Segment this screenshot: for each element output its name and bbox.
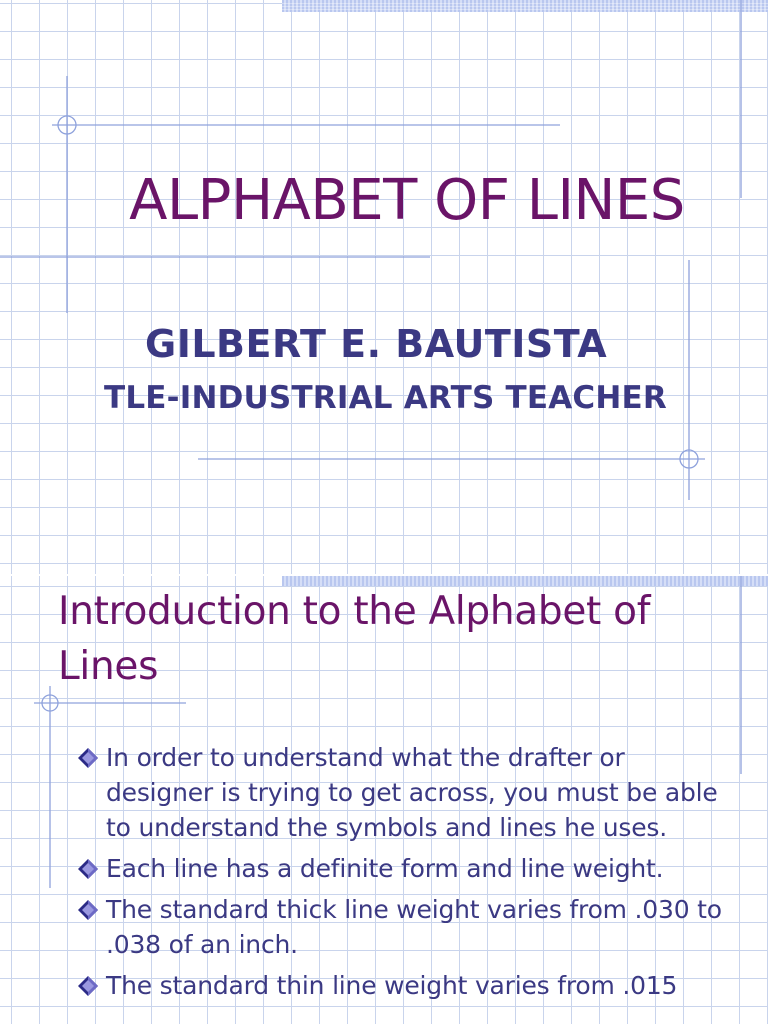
decorative-band-overlay <box>282 2 768 10</box>
bullet-list <box>74 740 734 1009</box>
crosshair-icon <box>58 116 76 134</box>
list-item <box>74 740 734 845</box>
bullet-text: In order to understand what the drafter or designer is trying to get across, you must be able to understand the symbols and lines he uses. <box>106 743 718 842</box>
diamond-bullet-icon <box>76 899 104 921</box>
list-item <box>74 892 734 962</box>
crosshair-icon <box>680 450 698 468</box>
diamond-bullet-icon <box>76 747 104 769</box>
diamond-bullet-icon <box>76 858 104 880</box>
decorative-band <box>282 0 768 12</box>
bullet-text: Each line has a definite form and line weight. <box>106 854 664 883</box>
author-name: GILBERT E. BAUTISTA <box>145 322 608 366</box>
slide-title: Introduction to the Alphabet of Lines <box>58 589 651 689</box>
list-item <box>74 968 734 1003</box>
crosshair-icon <box>42 695 58 711</box>
bullet-text: The standard thick line weight varies from .030 to .038 of an inch. <box>106 895 722 959</box>
diamond-bullet-icon <box>76 975 104 997</box>
author-role: TLE-INDUSTRIAL ARTS TEACHER <box>104 380 667 416</box>
list-item <box>74 851 734 886</box>
bullet-text: The standard thin line weight varies from .015 <box>106 971 678 1000</box>
slide-title: ALPHABET OF LINES <box>129 168 685 233</box>
